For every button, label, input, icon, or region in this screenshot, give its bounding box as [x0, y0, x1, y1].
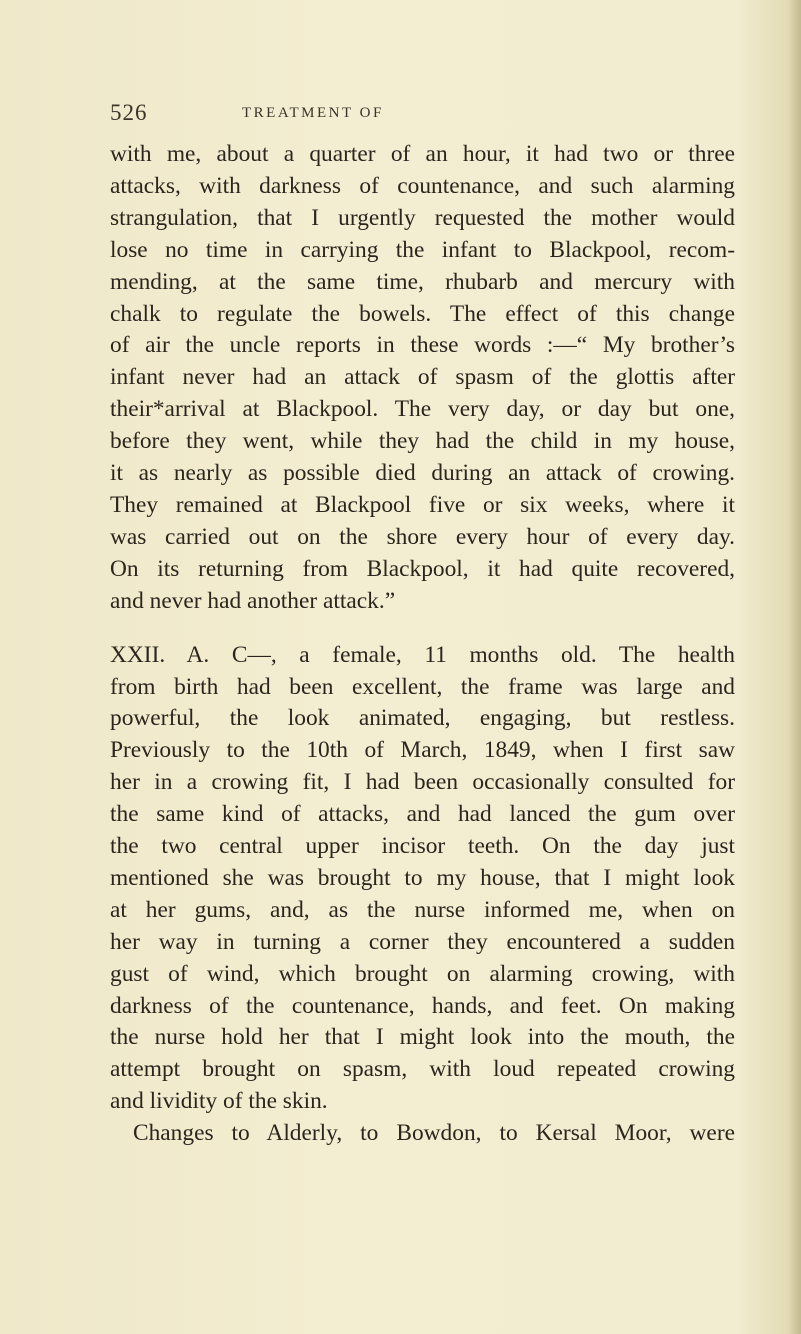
text-line: her in a crowing fit, I had been occasionally consulted for [110, 769, 735, 796]
text-line: the nurse hold her that I might look into the mouth, the [110, 1024, 735, 1051]
text-line: XXII. A. C—, a female, 11 months old. The health [110, 641, 735, 668]
text-line: the two central upper incisor teeth. On the day just [110, 833, 735, 860]
text-line: it as nearly as possible died during an attack of crowing. [110, 460, 735, 487]
running-head: TREATMENT OF [242, 105, 384, 121]
text-line: attacks, with darkness of countenance, and such alarming [110, 172, 735, 199]
text-line: from birth had been excellent, the frame was large and [110, 673, 735, 700]
text-line: powerful, the look animated, engaging, but restless. [110, 705, 735, 732]
text-line: mentioned she was brought to my house, that I might look [110, 864, 735, 891]
text-line: They remained at Blackpool five or six weeks, where it [110, 491, 735, 518]
text-line: and never had another attack.” [110, 587, 396, 614]
text-line: darkness of the countenance, hands, and feet. On making [110, 992, 735, 1019]
page-edge-shadow [789, 0, 801, 1334]
text-line: attempt brought on spasm, with loud repeated crowing [110, 1056, 735, 1083]
text-line: their*arrival at Blackpool. The very day, or day but one, [110, 396, 735, 423]
text-line: gust of wind, which brought on alarming crowing, with [110, 960, 735, 987]
body-text [110, 139, 735, 1150]
paragraph-1 [110, 139, 735, 618]
text-line: chalk to regulate the bowels. The effect of this change [110, 300, 735, 327]
text-line: her way in turning a corner they encountered a sudden [110, 928, 735, 955]
text-line: infant never had an attack of spasm of the glottis after [110, 364, 735, 391]
text-line: strangulation, that I urgently requested the mother would [110, 204, 735, 231]
text-line: of air the uncle reports in these words :—“ My brother’s [110, 332, 735, 359]
page-number: 526 [110, 100, 148, 125]
text-line: lose no time in carrying the infant to Blackpool, recom- [110, 236, 735, 263]
text-line: On its returning from Blackpool, it had quite recovered, [110, 555, 735, 582]
text-line: mending, at the same time, rhubarb and mercury with [110, 268, 735, 295]
page-header [110, 100, 710, 130]
text-line: before they went, while they had the child in my house, [110, 428, 735, 455]
text-line: with me, about a quarter of an hour, it had two or three [110, 141, 735, 167]
text-line: at her gums, and, as the nurse informed me, when on [110, 896, 735, 923]
paragraph-2 [110, 640, 735, 1151]
text-line: the same kind of attacks, and had lanced the gum over [110, 801, 735, 828]
text-line: Changes to Alderly, to Bowdon, to Kersal Moor, were [133, 1120, 735, 1147]
text-line: was carried out on the shore every hour of every day. [110, 523, 735, 550]
text-line: Previously to the 10th of March, 1849, when I first saw [110, 737, 735, 764]
text-line: and lividity of the skin. [110, 1088, 328, 1115]
